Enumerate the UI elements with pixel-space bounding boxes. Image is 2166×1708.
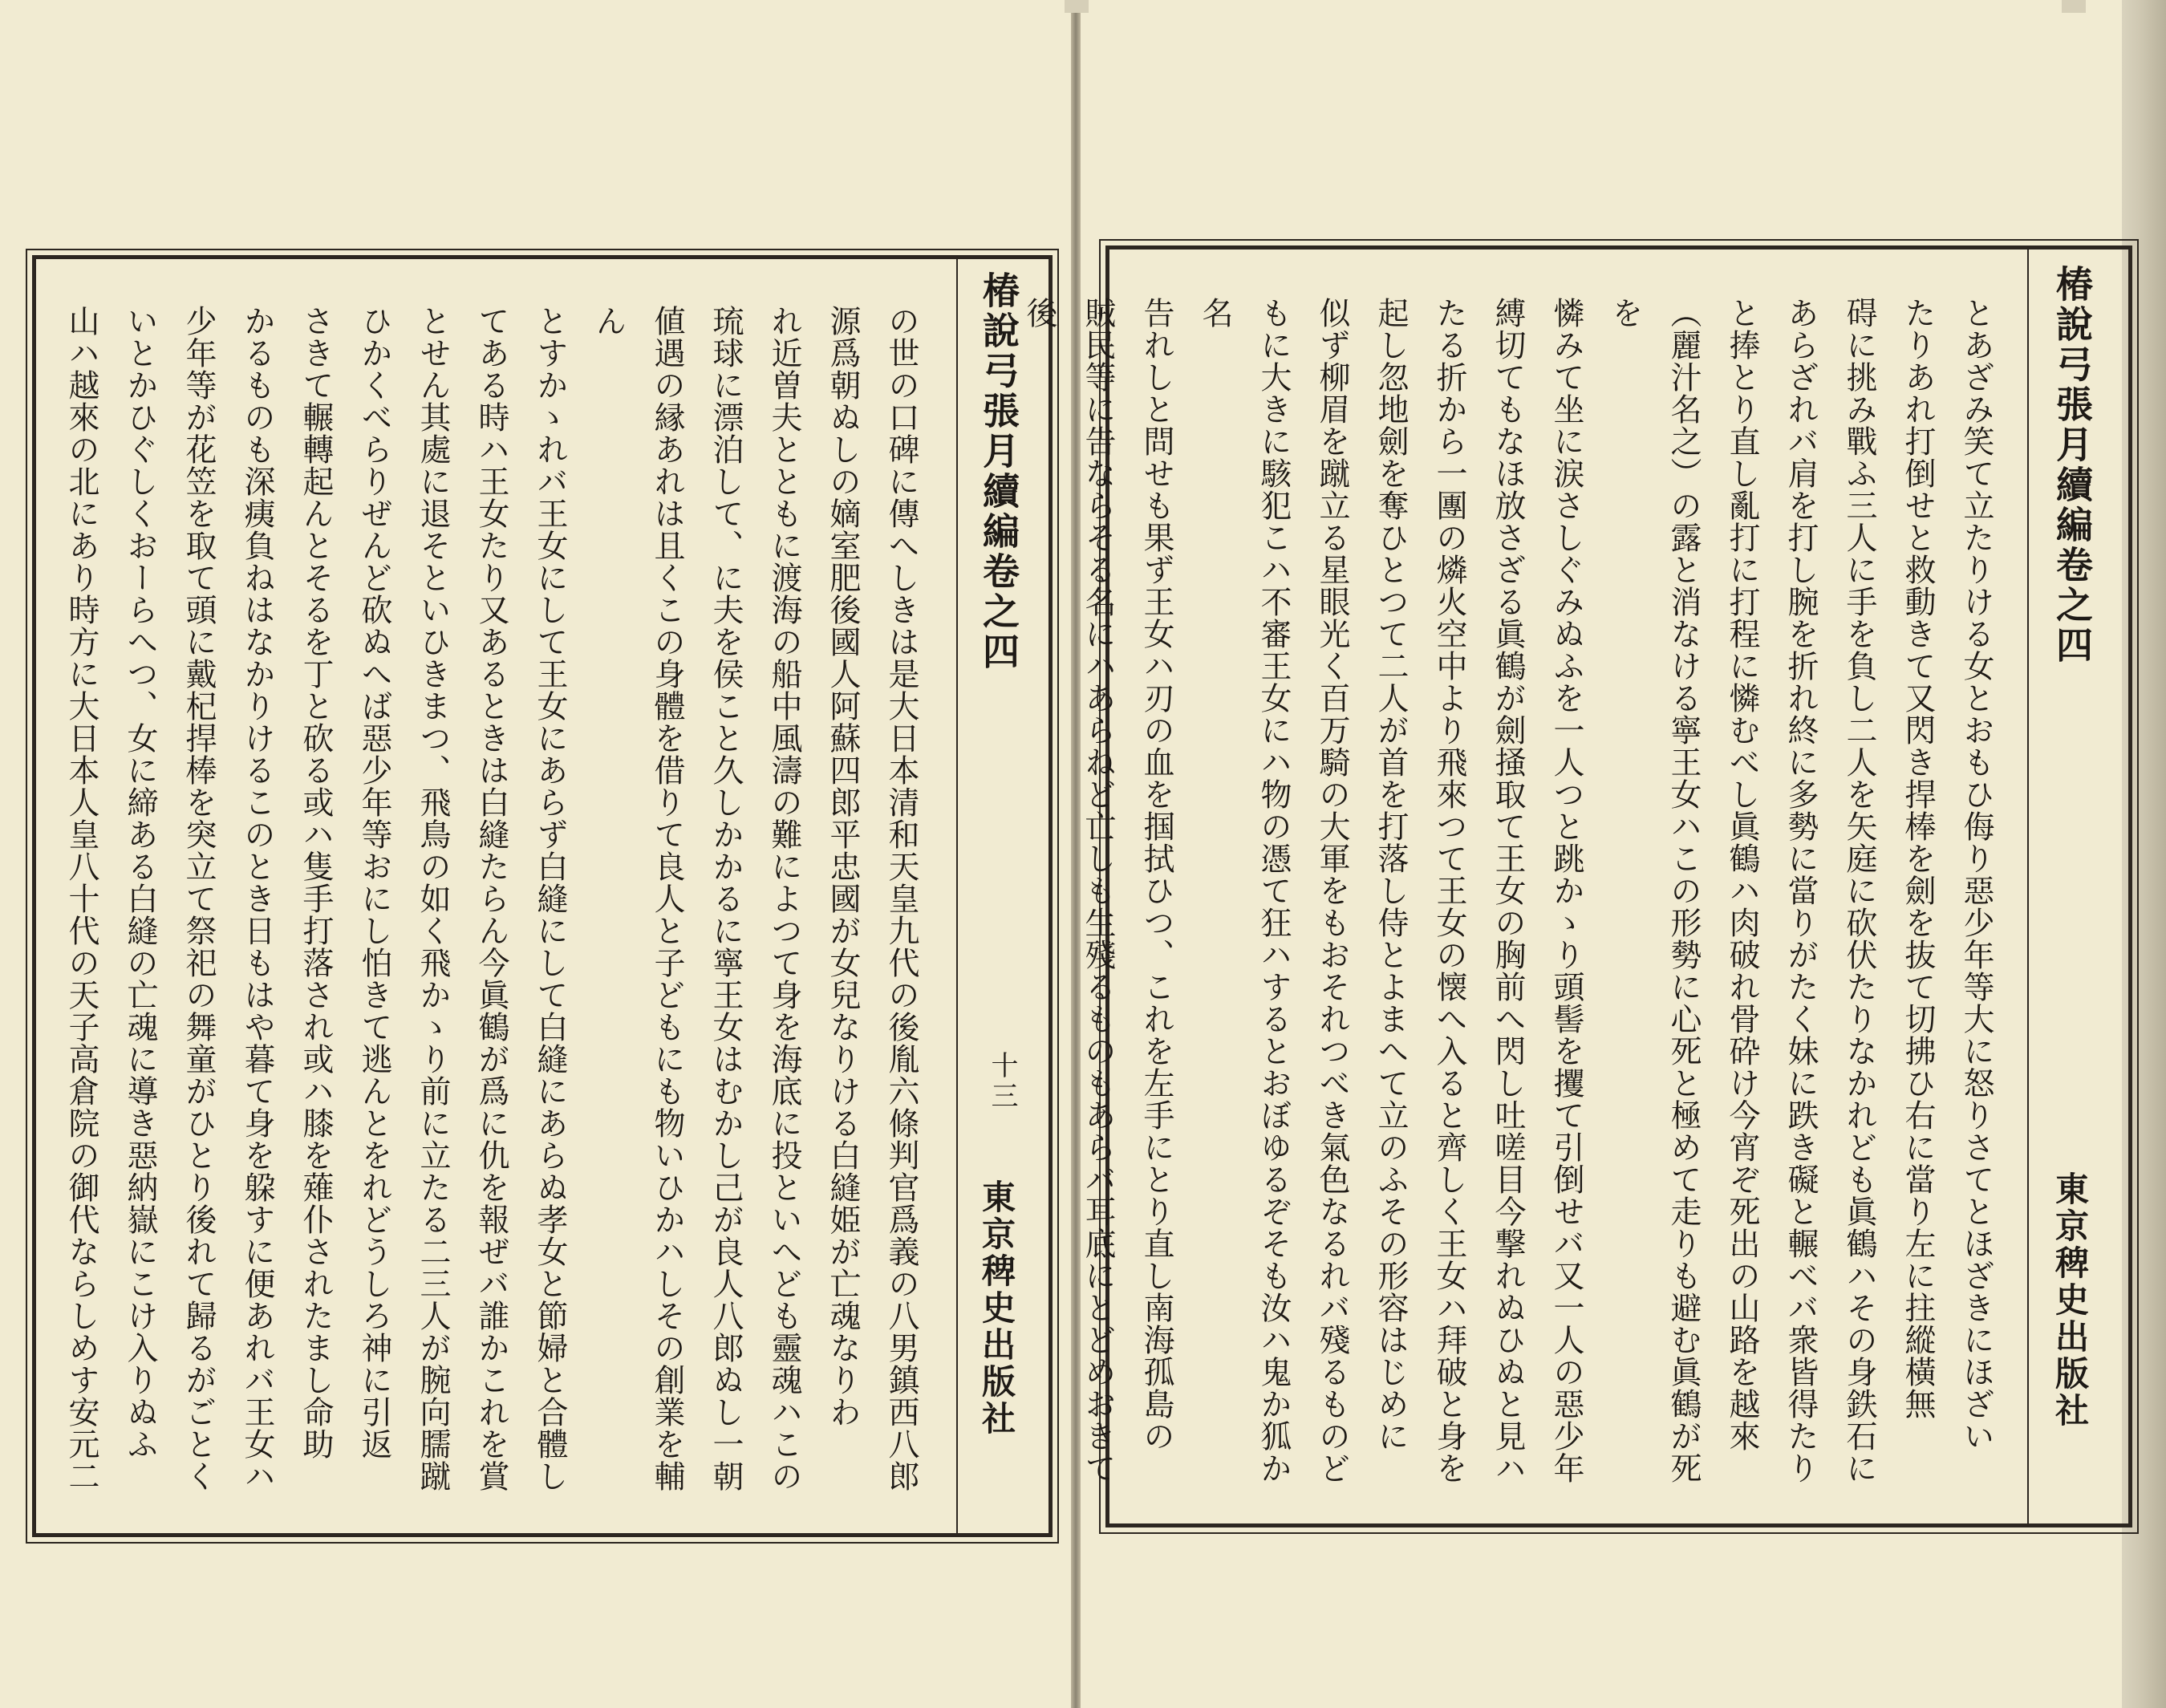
text-line: とせん其處に退そといひきまつ、飛鳥の如く飛かゝり前に立たる二三人が腕向臑蹴 — [415, 305, 451, 1492]
text-line: あらざれバ肩を打し腕を折れ終に多勢に當りがたく妹に跌き礙と輾べバ衆皆得たり — [1783, 297, 1819, 1484]
text-line: の世の口碑に傳へしきは是大日本清和天皇九代の後胤六條判官爲義の八男鎮西八郎 — [883, 305, 919, 1492]
text-line: とあざみ笑て立たりける女とおもひ侮り惡少年等大に怒りさてとほざきにほざい — [1958, 297, 1994, 1452]
text-line: もに大きに駭犯こハ不審王女にハ物の憑て狂ハするとおぼゆるぞそも汝ハ鬼か狐か名 — [1197, 297, 1292, 1484]
text-line: とすかゝれバ王女にして王女にあらず白縫にして白縫にあらぬ孝女と節婦と合體し — [532, 305, 568, 1492]
text-line: かるものも深痍負ねはなかりけるこのとき日もはや暮て身を躱すに便あれバ王女ハ — [239, 305, 275, 1492]
text-line: 似ず柳眉を蹴立る星眼光く百万騎の大軍をもおそれつべき氣色なるれバ殘るものど — [1314, 297, 1350, 1484]
text-line: と捧とり直し亂打に打程に憐むべし眞鶴ハ肉破れ骨砕け今宵ぞ死出の山路を越來 — [1724, 297, 1760, 1452]
text-line: 値遇の縁あれは且くこの身體を借りて良人と子どもにも物いひかハしその創業を輔ん — [590, 305, 685, 1492]
text-line: 告れしと問せも果ず王女ハ刃の血を掴拭ひつ、これを左手にとり直し南海孤島の — [1138, 297, 1174, 1452]
book-binding-tab — [1065, 0, 1089, 13]
text-line: 賊民等に告ならそる名にハあらねど亡しも生殘るものもあらバ耳底にとどめおきて後 — [1021, 297, 1116, 1484]
text-line: たりあれ打倒せと救動きて又閃き捍棒を劍を抜て切拂ひ右に當り左に拄縱橫無 — [1900, 297, 1936, 1420]
text-line: 起し忽地劍を奪ひとつて二人が首を打落し侍とよまへて立のふその形容はじめに — [1373, 297, 1409, 1452]
text-line: 少年等が花笠を取て頭に戴杞捍棒を突立て祭祀の舞童がひとり後れて歸るがごとく — [180, 305, 217, 1492]
right-body-text — [1021, 297, 2006, 1504]
left-side-title: 椿說弓張月續編卷之四 — [977, 271, 1020, 672]
text-line: いとかひぐしくおーらへつ、女に締ある白縫の亡魂に導き惡納嶽にこけ入りぬふ — [122, 305, 158, 1460]
text-line: 琉球に漂泊して、に夫を侯こと久しかかるに寧王女はむかし己が良人八郎ぬし一朝 — [708, 305, 744, 1492]
text-line: さきて輾轉起んとそるを丁と砍る或ハ隻手打落され或ハ膝を薙仆されたまし命助 — [298, 305, 334, 1460]
text-line: （麗汁名之）の露と消なける寧王女ハこの形勢に心死と極めて走りも避む眞鶴が死を — [1607, 297, 1702, 1484]
text-line: 碍に挑み戰ふ三人に手を負し二人を矢庭に砍伏たりなかれども眞鶴ハその身鉄石に — [1841, 297, 1877, 1484]
left-body-text — [63, 305, 931, 1512]
left-publisher: 東京稗史出版社 — [977, 1179, 1016, 1438]
text-line: てある時ハ王女たり又あるときは白縫たらん今眞鶴が爲に仇を報ぜバ誰かこれを賞 — [473, 305, 509, 1492]
right-page-margin-rule — [2027, 250, 2029, 1523]
left-page-margin-rule — [956, 259, 958, 1533]
text-line: たる折から一團の燐火空中より飛來つて王女の懐へ入ると齊しく王女ハ拜破と身を — [1431, 297, 1467, 1484]
right-publisher: 東京稗史出版社 — [2050, 1171, 2090, 1430]
text-line: ひかくべらりぜんど砍ぬへば惡少年等おにし怕きて逃んとをれどうしろ神に引返 — [356, 305, 392, 1460]
text-line: 源爲朝ぬしの嫡室肥後國人阿蘇四郎平忠國が女兒なりける白縫姫が亡魂なりわ — [825, 305, 861, 1428]
text-line: れ近曽夫とともに渡海の船中風濤の難によつて身を海底に投といへども靈魂ハこの — [766, 305, 802, 1492]
text-line: 憐みて坐に涙さしぐみぬふを一人つと跳かゝり頭髻を攫て引倒せバ又一人の惡少年 — [1548, 297, 1584, 1484]
page-number: 十三 — [986, 1051, 1018, 1112]
text-line: 山ハ越來の北にあり時方に大日本人皇八十代の天子高倉院の御代ならしめす安元二 — [63, 305, 99, 1492]
book-binding-tab — [2062, 0, 2086, 13]
right-side-title: 椿說弓張月續編卷之四 — [2050, 265, 2094, 666]
text-line: 縛切てもなほ放さざる眞鶴が劍掻取て王女の胸前へ閃し吐嗟目今撃れぬひぬと見ハ — [1490, 297, 1526, 1484]
